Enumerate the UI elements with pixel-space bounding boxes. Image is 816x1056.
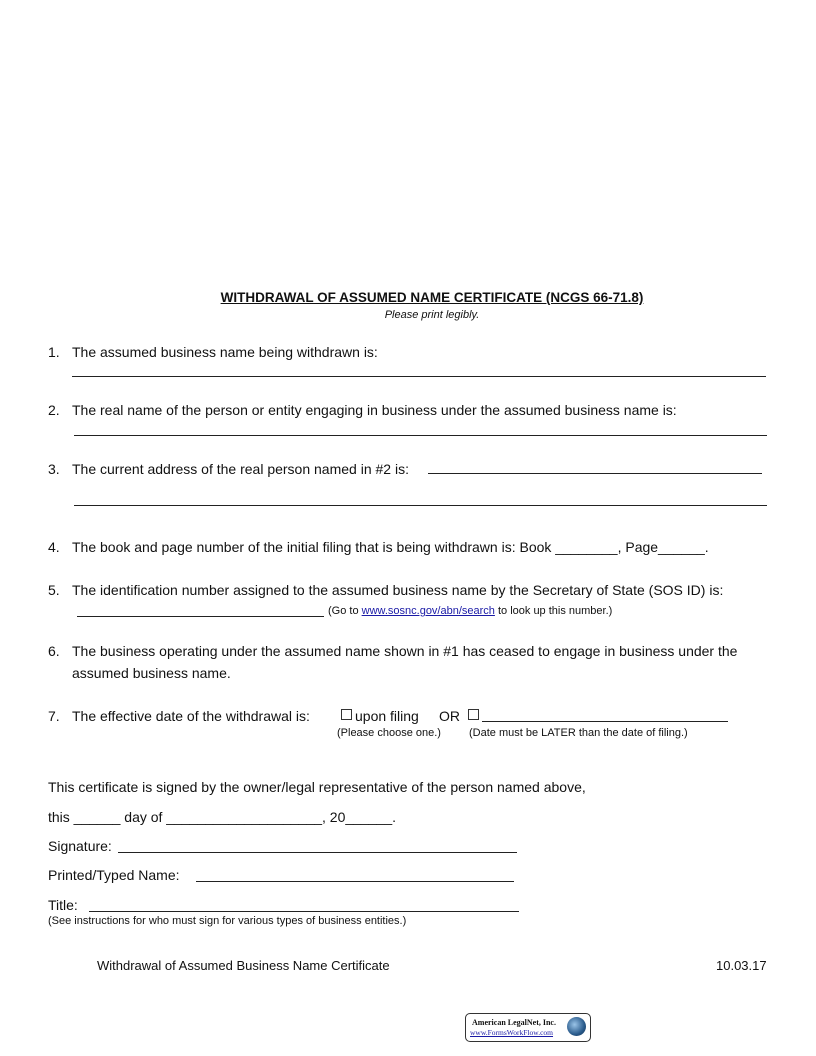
- logo-website: www.FormsWorkFlow.com: [470, 1028, 554, 1037]
- effective-date-field[interactable]: [482, 721, 728, 722]
- upon-filing-option[interactable]: upon filing: [341, 708, 419, 724]
- item-6-text: The business operating under the assumed name shown in #1 has ceased to engage in business under the: [72, 643, 738, 659]
- item-6-number: 6.: [48, 643, 60, 659]
- signature-field[interactable]: [118, 852, 517, 853]
- item-7-text: The effective date of the withdrawal is:: [72, 708, 310, 724]
- item-4-text: The book and page number of the initial filing that is being withdrawn is: Book ________, Page______.: [72, 539, 709, 555]
- footer-version: 10.03.17: [716, 958, 767, 973]
- item-6-text-continued: assumed business name.: [72, 665, 231, 681]
- logo-company-name: American LegalNet, Inc.: [472, 1018, 556, 1027]
- item-4-number: 4.: [48, 539, 60, 555]
- signing-instructions: (See instructions for who must sign for various types of business entities.): [48, 915, 407, 927]
- choose-one-hint: (Please choose one.): [337, 727, 441, 739]
- item-1-number: 1.: [48, 344, 60, 360]
- date-line[interactable]: this ______ day of ____________________, 20______.: [48, 809, 396, 825]
- address-field-line-2[interactable]: [74, 505, 767, 506]
- item-2-number: 2.: [48, 402, 60, 418]
- page-title: WITHDRAWAL OF ASSUMED NAME CERTIFICATE (NCGS 66-71.8): [220, 290, 644, 305]
- page-subtitle: Please print legibly.: [384, 309, 480, 321]
- title-field[interactable]: [89, 911, 519, 912]
- globe-icon: [567, 1017, 586, 1036]
- sos-id-field[interactable]: [77, 616, 324, 617]
- item-3-number: 3.: [48, 461, 60, 477]
- printed-name-field[interactable]: [196, 881, 514, 882]
- or-label: OR: [439, 708, 460, 724]
- american-legalnet-logo[interactable]: [465, 1013, 591, 1042]
- assumed-name-field[interactable]: [72, 376, 766, 377]
- later-date-checkbox[interactable]: [468, 709, 479, 720]
- certification-statement: This certificate is signed by the owner/legal representative of the person named above,: [48, 779, 586, 795]
- signature-label: Signature:: [48, 838, 112, 854]
- later-date-hint: (Date must be LATER than the date of filing.): [469, 727, 688, 739]
- item-3-text: The current address of the real person named in #2 is:: [72, 461, 409, 477]
- sos-search-link[interactable]: www.sosnc.gov/abn/search: [361, 605, 495, 617]
- later-date-option[interactable]: [468, 708, 482, 724]
- item-7-number: 7.: [48, 708, 60, 724]
- real-name-field[interactable]: [74, 435, 767, 436]
- sos-id-note: (Go to www.sosnc.gov/abn/search to look up this number.): [328, 605, 613, 617]
- address-field-line-1[interactable]: [428, 473, 762, 474]
- printed-name-label: Printed/Typed Name:: [48, 867, 180, 883]
- item-2-text: The real name of the person or entity engaging in business under the assumed business name is:: [72, 402, 677, 418]
- footer-form-name: Withdrawal of Assumed Business Name Certificate: [97, 958, 390, 973]
- item-5-number: 5.: [48, 582, 60, 598]
- upon-filing-checkbox[interactable]: [341, 709, 352, 720]
- title-label: Title:: [48, 897, 78, 913]
- item-5-text: The identification number assigned to the assumed business name by the Secretary of State (SOS ID) is:: [72, 582, 724, 598]
- item-1-text: The assumed business name being withdrawn is:: [72, 344, 378, 360]
